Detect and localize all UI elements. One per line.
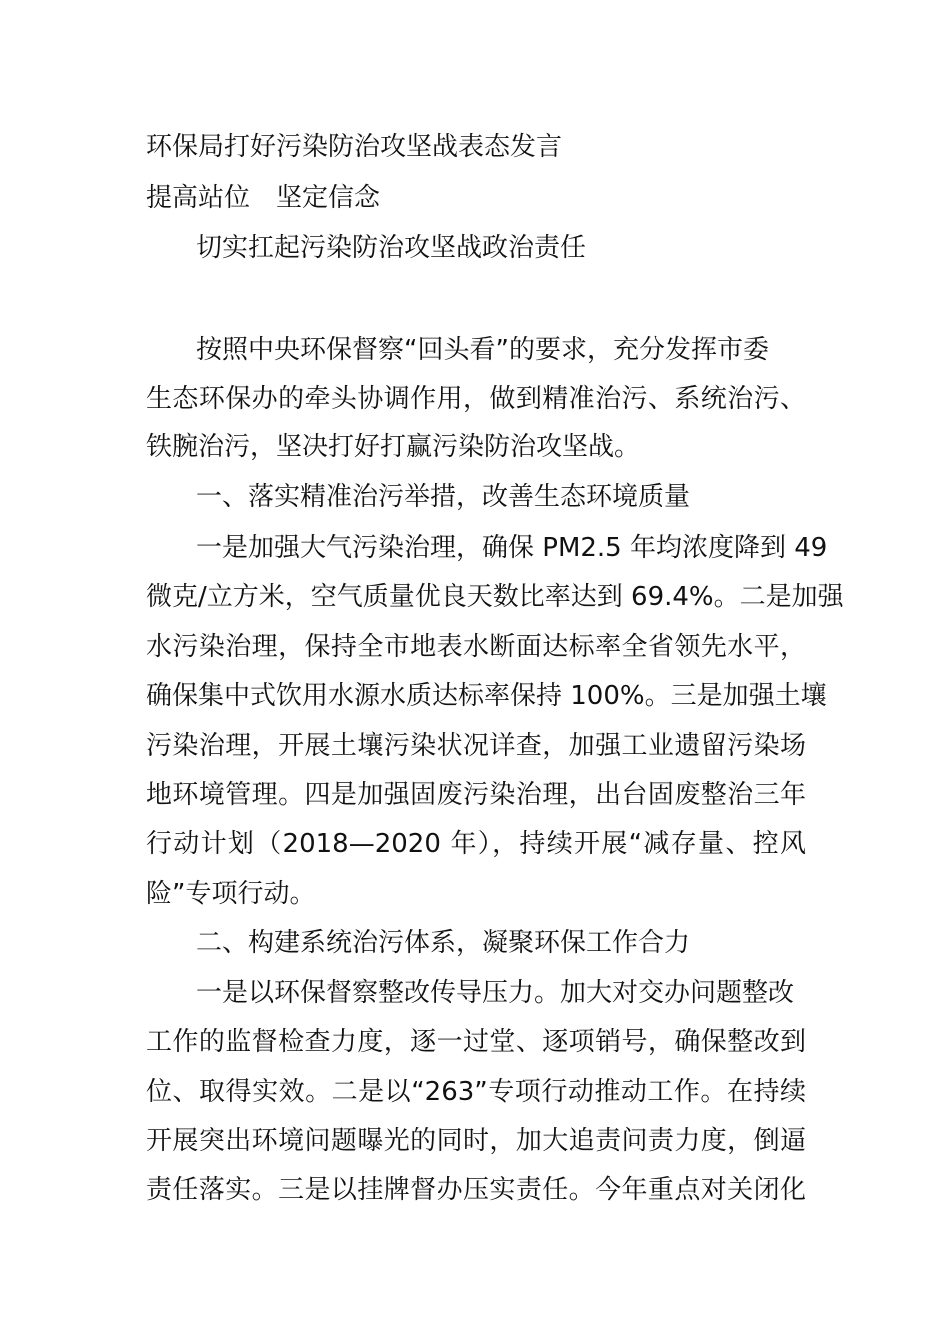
paragraph-line: 地环境管理。四是加强固废污染治理，出台固废整治三年	[146, 780, 806, 810]
paragraph-line: 责任落实。三是以挂牌督办压实责任。今年重点对关闭化	[146, 1175, 806, 1205]
document-subtitle	[146, 183, 380, 213]
paragraph-line: 行动计划（2018—2020 年），持续开展“减存量、控风	[146, 829, 806, 859]
subtitle-part-a: 提高站位	[146, 183, 251, 213]
paragraph-line: 生态环保办的牵头协调作用，做到精准治污、系统治污、	[146, 384, 806, 414]
paragraph-line: 微克/立方米，空气质量优良天数比率达到 69.4%。二是加强	[146, 582, 844, 612]
paragraph-line: 险”专项行动。	[146, 879, 316, 909]
paragraph-line: 一是以环保督察整改传导压力。加大对交办问题整改	[196, 978, 795, 1008]
section-heading: 一、落实精准治污举措，改善生态环境质量	[196, 482, 691, 512]
paragraph-line: 开展突出环境问题曝光的同时，加大追责问责力度，倒逼	[146, 1126, 806, 1156]
paragraph-line: 一是加强大气污染治理，确保 PM2.5 年均浓度降到 49	[196, 533, 828, 563]
document-subtitle-2: 切实扛起污染防治攻坚战政治责任	[196, 233, 587, 263]
paragraph-line: 按照中央环保督察“回头看”的要求，充分发挥市委	[196, 335, 769, 365]
subtitle-part-b: 坚定信念	[276, 183, 381, 213]
paragraph-line: 铁腕治污，坚决打好打赢污染防治攻坚战。	[146, 432, 641, 462]
paragraph-line: 工作的监督检查力度，逐一过堂、逐项销号，确保整改到	[146, 1027, 806, 1057]
paragraph-line: 污染治理，开展土壤污染状况详查，加强工业遗留污染场	[146, 731, 806, 761]
paragraph-line: 水污染治理，保持全市地表水断面达标率全省领先水平，	[146, 632, 806, 662]
document-title: 环保局打好污染防治攻坚战表态发言	[146, 132, 563, 162]
paragraph-line: 位、取得实效。二是以“263”专项行动推动工作。在持续	[146, 1077, 806, 1107]
section-heading: 二、构建系统治污体系，凝聚环保工作合力	[196, 928, 691, 958]
paragraph-line: 确保集中式饮用水源水质达标率保持 100%。三是加强土壤	[146, 681, 827, 711]
